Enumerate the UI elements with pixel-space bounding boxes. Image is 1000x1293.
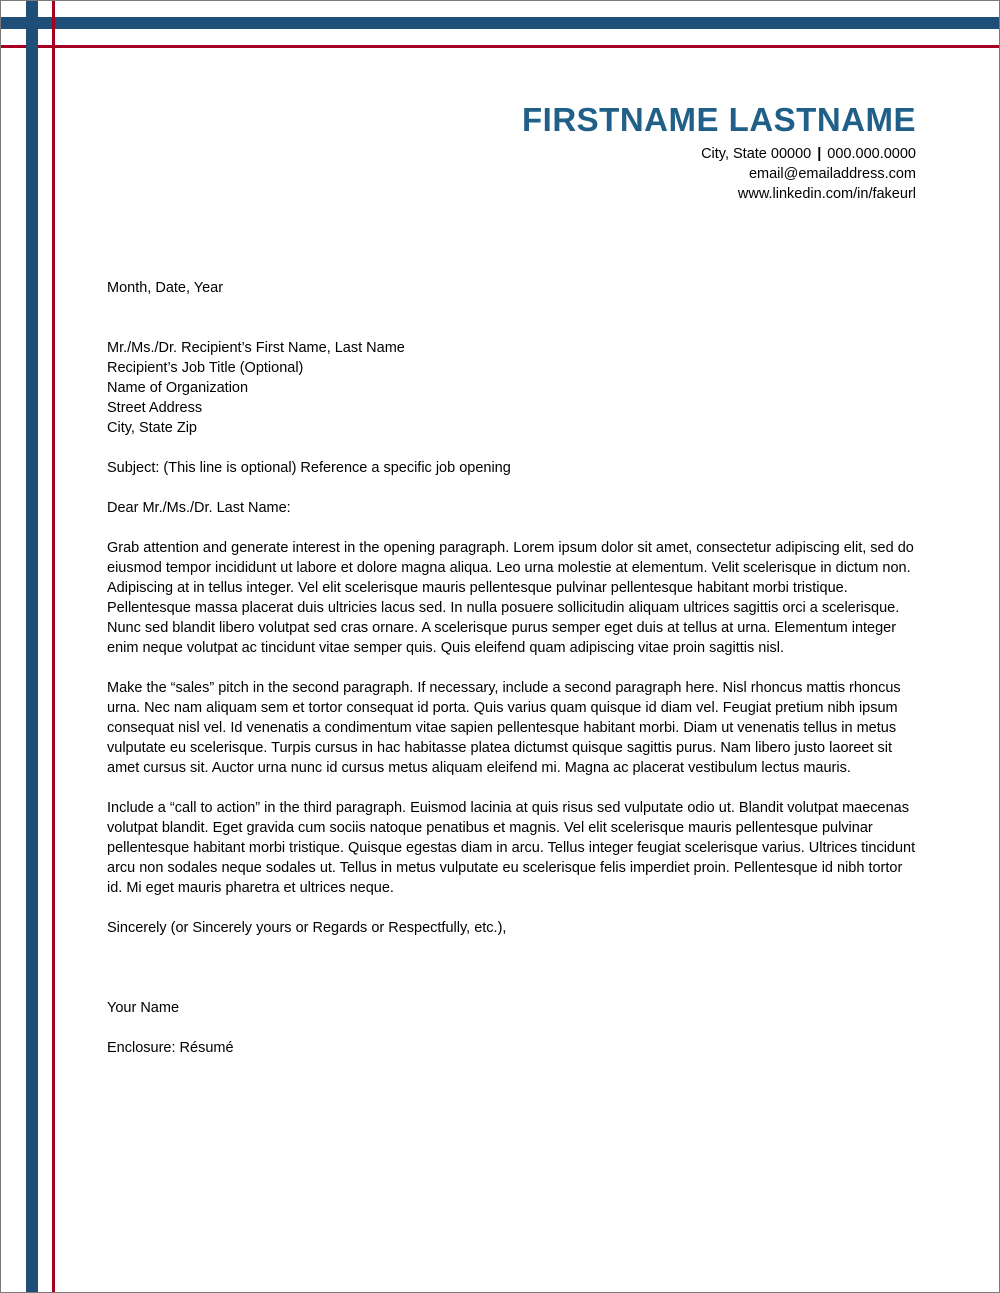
sender-city-state: City, State 00000 xyxy=(701,146,812,162)
salutation: Dear Mr./Ms./Dr. Last Name: xyxy=(107,500,291,516)
recipient-block xyxy=(107,338,919,438)
sender-linkedin: www.linkedin.com/in/fakeurl xyxy=(737,186,916,202)
letter-date: Month, Date, Year xyxy=(107,280,224,296)
letter-header xyxy=(522,98,916,204)
letter-body xyxy=(107,278,919,1058)
signer-name: Your Name xyxy=(107,1000,180,1016)
call-to-action-paragraph: Include a “call to action” in the third paragraph. Euismod lacinia at quis risus sed vulputate odio ut. Blandit volutpat maecenas volutpat blandit. Eget gravida cum sociis natoque penatibus et magnis. Vel elit scelerisque mauris pellentesque pulvinar pellentesque habitant morbi tristique. Quisque egestas diam in arcu. Tellus integer feugiat scelerisque varius. Ultrices tincidunt arcu non sodales neque sodales ut. Tellus in metus vulputate eu scelerisque felis imperdiet proin. Pellentesque id nibh tortor id. Mi eget mauris pharetra et ultrices neque. xyxy=(107,800,916,896)
recipient-street: Street Address xyxy=(107,400,203,416)
sender-email: email@emailaddress.com xyxy=(748,166,916,182)
contact-separator: | xyxy=(817,146,822,162)
recipient-city-state-zip: City, State Zip xyxy=(107,420,197,436)
decorative-left-blue-stripe xyxy=(26,0,38,1293)
enclosure-line: Enclosure: Résumé xyxy=(107,1040,234,1056)
sender-phone: 000.000.0000 xyxy=(827,146,916,162)
opening-paragraph: Grab attention and generate interest in the opening paragraph. Lorem ipsum dolor sit amet, consectetur adipiscing elit, sed do eiusmod tempor incididunt ut labore et dolore magna aliqua. Leo urna molestie at elementum. Velit scelerisque in dictum non. Adipiscing at in tellus integer. Vel elit scelerisque mauris pellentesque pulvinar pellentesque habitant morbi tristique. Pellentesque massa placerat duis ultricies lacus sed. In nulla posuere sollicitudin aliquam ultrices sagittis orci a scelerisque. Nunc sed blandit libero volutpat sed cras ornare. A scelerisque purus semper eget duis at tellus at urna. Elementum integer enim neque volutpat ac tincidunt vitae semper quis. Quis eleifend quam adipiscing vitae proin sagittis nisl. xyxy=(107,540,914,656)
subject-line: Subject: (This line is optional) Reference a specific job opening xyxy=(107,460,511,476)
decorative-left-red-stripe xyxy=(52,0,55,1293)
closing: Sincerely (or Sincerely yours or Regards or Respectfully, etc.), xyxy=(107,920,507,936)
decorative-top-blue-stripe xyxy=(0,17,1000,29)
decorative-top-red-stripe xyxy=(0,45,1000,48)
sender-name: FIRSTNAME LASTNAME xyxy=(522,101,916,138)
recipient-name: Mr./Ms./Dr. Recipient’s First Name, Last Name xyxy=(107,340,405,356)
recipient-organization: Name of Organization xyxy=(107,380,249,396)
sales-paragraph: Make the “sales” pitch in the second paragraph. If necessary, include a second paragraph here. Nisl rhoncus mattis rhoncus urna. Nec nam aliquam sem et tortor consequat id porta. Quis varius quam quisque id diam vel. Feugiat pretium nibh ipsum consequat nisl vel. Id venenatis a condimentum vitae sapien pellentesque habitant morbi. Diam ut venenatis tellus in metus vulputate eu scelerisque. Turpis cursus in hac habitasse platea dictumst quisque sagittis purus. Nam libero justo laoreet sit amet cursus sit. Auctor urna nunc id cursus metus aliquam eleifend mi. Magna ac placerat vestibulum lectus mauris. xyxy=(107,680,901,776)
contact-location-phone xyxy=(522,144,916,164)
recipient-job-title: Recipient’s Job Title (Optional) xyxy=(107,360,304,376)
